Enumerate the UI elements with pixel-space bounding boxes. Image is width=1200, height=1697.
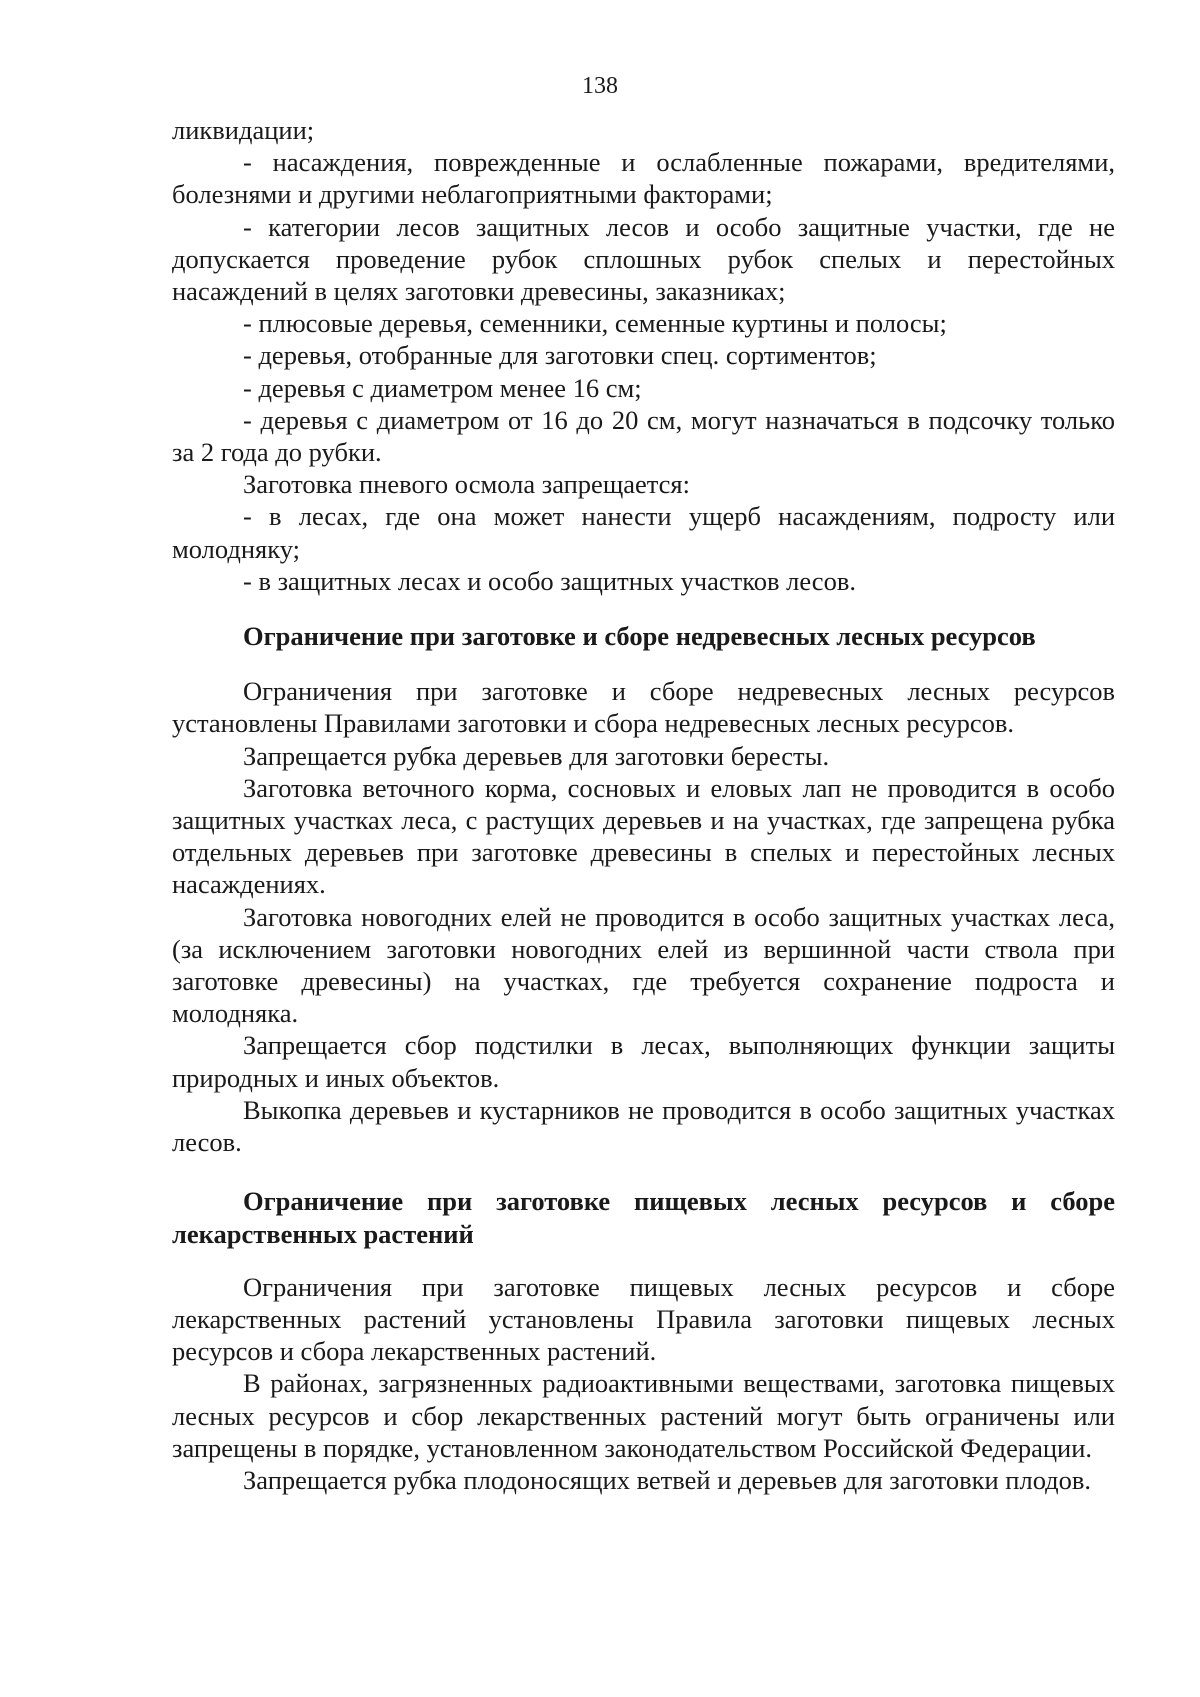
paragraph: ликвидации; [172, 115, 315, 145]
paragraph: Заготовка веточного корма, сосновых и еловых лап не проводится в особо защитных участках леса, с растущих деревьев и на участках, где запрещена рубка отдельных деревьев при заготовке древесины в спелых и перестойных лесных насаждениях. [172, 772, 1115, 900]
paragraph: Запрещается сбор подстилки в лесах, выполняющих функции защиты природных и иных объектов. [172, 1030, 1115, 1093]
list-item: - деревья с диаметром менее 16 см; [243, 372, 642, 403]
paragraph: Ограничения при заготовке и сборе недревесных лесных ресурсов установлены Правилами заготовки и сбора недревесных лесных ресурсов. [172, 676, 1115, 739]
section-heading: Ограничение при заготовке и сборе недревесных лесных ресурсов [243, 621, 1036, 652]
list-item: - в защитных лесах и особо защитных участков лесов. [243, 565, 856, 596]
section-heading: Ограничение при заготовке пищевых лесных ресурсов и сборе лекарственных растений [172, 1186, 1115, 1249]
paragraph: Выкопка деревьев и кустарников не проводится в особо защитных участках лесов. [172, 1094, 1115, 1158]
list-item: - категории лесов защитных лесов и особо защитные участки, где не допускается проведение рубок сплошных рубок спелых и перестойных насаждений в целях заготовки древесины, заказниках; [172, 211, 1115, 307]
list-item: - плюсовые деревья, семенники, семенные куртины и полосы; [243, 308, 947, 339]
paragraph: Запрещается рубка плодоносящих ветвей и деревьев для заготовки плодов. [243, 1464, 1092, 1495]
paragraph: В районах, загрязненных радиоактивными веществами, заготовка пищевых лесных ресурсов и сбор лекарственных растений могут быть ограничены или запрещены в порядке, установленном законодательством Российской Федерации. [172, 1368, 1115, 1463]
paragraph: Заготовка новогодних елей не проводится в особо защитных участках леса, (за исключением заготовки новогодних елей из вершинной части ствола при заготовке древесины) на участках, где требуется сохранение подроста и молодняка. [172, 901, 1115, 1029]
page-number: 138 [582, 73, 618, 99]
page-content [172, 114, 1115, 1496]
list-item: - деревья, отобранные для заготовки спец. сортиментов; [243, 340, 877, 371]
list-item: - деревья с диаметром от 16 до 20 см, могут назначаться в подсочку только за 2 года до рубки. [172, 404, 1115, 468]
paragraph: Запрещается рубка деревьев для заготовки бересты. [243, 740, 830, 771]
paragraph: Заготовка пневого осмола запрещается: [243, 469, 690, 500]
list-item: - насаждения, поврежденные и ослабленные пожарами, вредителями, болезнями и другими неблагоприятными факторами; [172, 147, 1115, 210]
paragraph: Ограничения при заготовке пищевых лесных ресурсов и сборе лекарственных растений установлены Правила заготовки пищевых лесных ресурсов и сбора лекарственных растений. [172, 1271, 1115, 1367]
list-item: - в лесах, где она может нанести ущерб насаждениям, подросту или молодняку; [172, 501, 1115, 564]
